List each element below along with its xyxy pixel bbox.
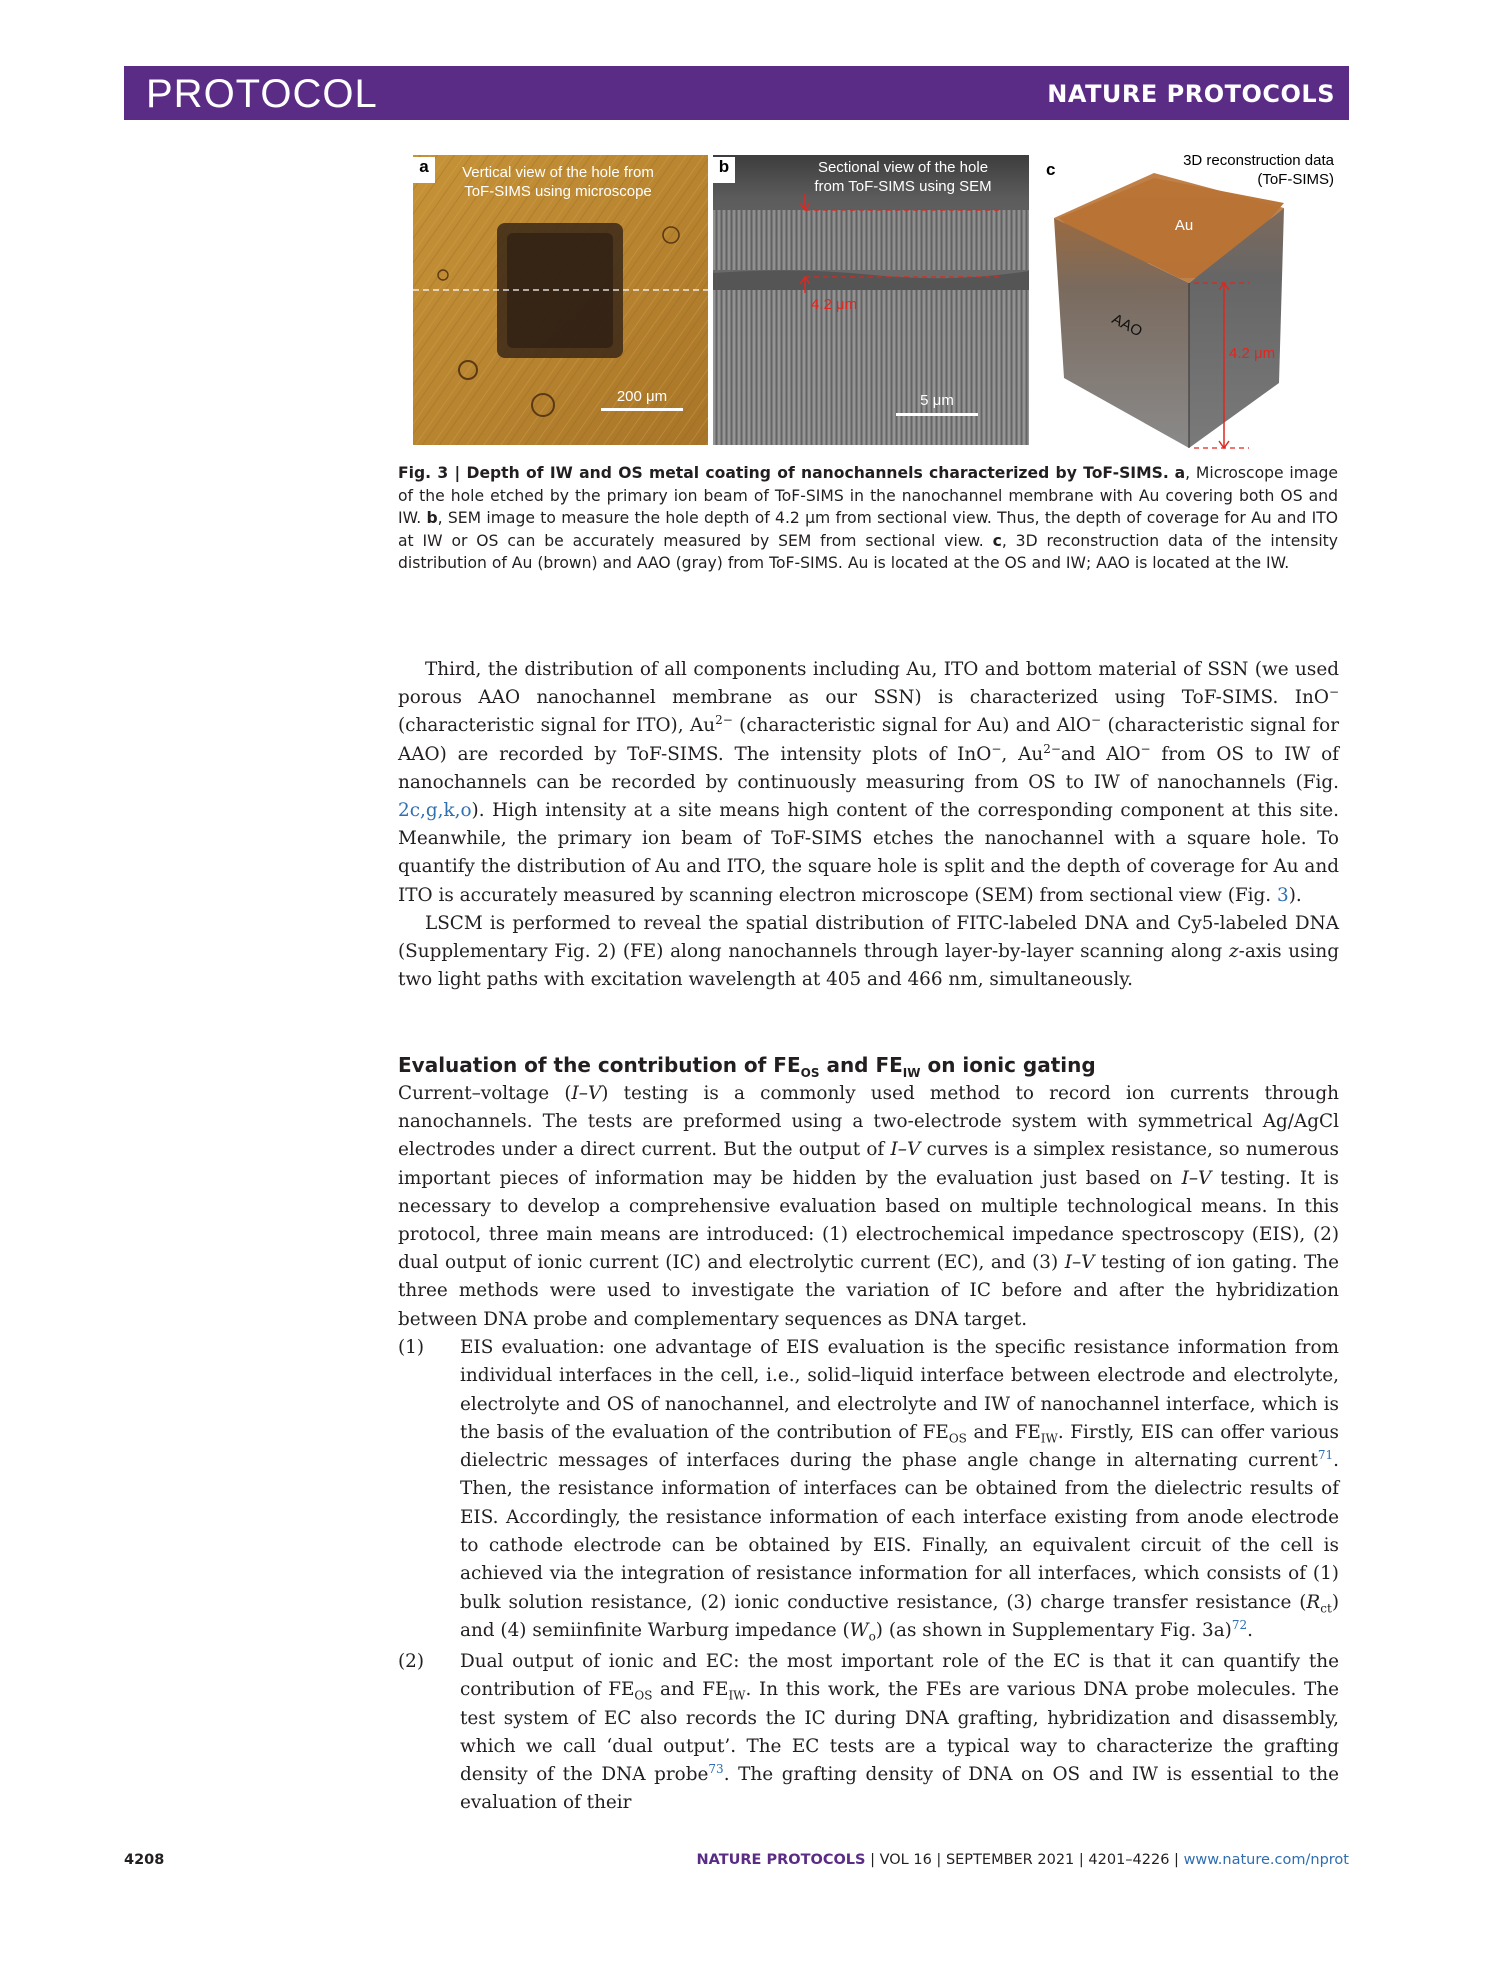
panel-a-scale-label: 200 μm [616,388,668,405]
panel-c-title-1: 3D reconstruction data [1183,152,1334,169]
caption-b-label: b [426,509,438,528]
panel-a-title-1: Vertical view of the hole from [462,164,654,181]
list-item-eis: (1) EIS evaluation: one advantage of EIS evaluation is the specific resistance information from individual interfaces in the cell, i.e., solid–liquid interface between electrode and electrolyte, electrolyte and OS of nanochannel, and electrolyte and IW of nanochannel interface, which is the basis of the evaluation of the contribution of $FE_{OS}$ and $FE_{IW}$. Firstly, EIS can offer various dielectric messages of interfaces during the phase angle change in alternating current$^{71}$. Then, the resistance information of interfaces can be obtained from the dielectric results of EIS. Accordingly, the resistance information of each interface existing from anode electrode to cathode electrode can be obtained by EIS. Finally, an equivalent circuit of the cell is achieved via the integration of resistance information for all interfaces, which consists of (1) bulk solution resistance, (2) ionic conductive resistance, (3) charge transfer resistance $(R_{ct})$ and (4) semiinfinite Warburg impedance $(W_o)$ (as shown in Supplementary Fig. 3a)$^{72}$. [398,1337,1339,1644]
caption-a-label: a [1174,464,1186,482]
paragraph-tof-sims: Third, the distribution of all components including Au, ITO and bottom material of SSN (we used porous AAO nanochannel membrane as our SSN) is characterized using ToF-SIMS. InO− (characteristic signal for ITO), $Au^{2-}$ (characteristic signal for Au) and AlO− (characteristic signal for AAO) are recorded by ToF-SIMS. The intensity plots of InO−, $Au^{2-}and$ AlO− from OS to IW of nanochannels can be recorded by continuously measuring from OS to IW of nanochannels (Fig. 2c,g,k,o). High intensity at a site means high content of the corresponding component at this site. Meanwhile, the primary ion beam of ToF-SIMS etches the nanochannel with a square hole. To quantify the distribution of Au and ITO, the square hole is split and the depth of coverage for Au and ITO is accurately measured by scanning electron microscope (SEM) from sectional view (Fig. 3). [398,659,1339,906]
panel-b-title-1: Sectional view of the hole [817,159,989,176]
figure-caption [398,462,1338,575]
fig2-link[interactable]: 2c,g,k,o [398,800,472,822]
body-text [398,656,1339,994]
section-intro: Current–voltage (I–V) testing is a commonly used method to record ion currents through nanochannels. The tests are preformed using a two-electrode system with symmetrical Ag/AgCl electrodes under a direct current. But the output of I–V curves is a simplex resistance, so numerous important pieces of information may be hidden by the evaluation just based on I–V testing. It is necessary to develop a comprehensive evaluation based on multiple technological means. In this protocol, three main means are introduced: (1) electrochemical impedance spectroscopy (EIS), (2) dual output of ionic current (IC) and electrolytic current (EC), and (3) I–V testing of ion gating. The three methods were used to investigate the variation of IC before and after the hybridization between DNA probe and complementary sequences as DNA target. [398,1083,1340,1330]
caption-title: Fig. 3 | Depth of IW and OS metal coating of nanochannels characterized by ToF-SIMS. [398,464,1169,482]
panel-c-aao-label: AAO [1109,310,1145,341]
ref-72-link[interactable]: 72 [1231,1617,1248,1632]
panel-b-title-2: from ToF-SIMS using SEM [814,178,992,195]
panel-a-title-2: ToF-SIMS using microscope [464,183,652,200]
paragraph-lscm: LSCM is performed to reveal the spatial distribution of FITC-labeled DNA and Cy5-labeled DNA (Supplementary Fig. 2) (FE) along nanochannels through layer-by-layer scanning along z-axis using two light paths with excitation wavelength at 405 and 466 nm, simultaneously. [398,912,1340,991]
panel-label-c: c [1046,160,1056,179]
panel-b-scale-label: 5 μm [920,392,954,409]
section-heading: Evaluation of the contribution of $FE_{OS}$ and $FE_{IW}$ on ionic gating [398,1053,1096,1080]
figure-panel-b [713,155,1029,445]
header-banner [124,66,1349,120]
caption-c-label: c [992,531,1002,550]
panel-c-au-label: Au [1174,217,1194,234]
caption-c-text: , 3D reconstruction data of the intensity distribution of Au (brown) and AAO (gray) from ToF-SIMS. Au is located at the OS and IW; AAO is located at the IW. [398,531,1338,573]
panel-label-a: a [413,157,435,183]
sem-image [713,155,1029,445]
list-item-dual-output: (2) Dual output of ionic and EC: the most important role of the EC is that it can quantify the contribution of $FE_{OS}$ and $FE_{IW}$. In this work, the FEs are various DNA probe molecules. The test system of EC also records the IC during DNA grafting, hybridization and disassembly, which we call ‘dual output’. The EC tests are a typical way to characterize the grafting density of the DNA probe$^{73}$. The grafting density of DNA on OS and IW is essential to the evaluation of their [398,1651,1339,1814]
fig3-link[interactable]: 3 [1277,884,1289,906]
caption-a-text: , Microscope image of the hole etched by the primary ion beam of ToF-SIMS in the nanochannel membrane with Au covering both OS and IW. [398,464,1339,528]
3d-reconstruction-cube [1034,148,1354,450]
panel-c-depth-label: 4.2 μm [1229,345,1276,362]
panel-label-b: b [713,157,735,183]
ref-73-link[interactable]: 73 [708,1762,724,1777]
figure-panel-c [1034,148,1354,450]
caption-b-text: , SEM image to measure the hole depth of 4.2 μm from sectional view. Thus, the depth of coverage for Au and ITO at IW or OS can be accurately measured by SEM from sectional view. [398,509,1338,550]
panel-c-title-2: (ToF-SIMS) [1257,171,1334,188]
journal-title: NATURE PROTOCOLS [1047,80,1335,108]
journal-url-link[interactable]: www.nature.com/nprot [1183,1852,1349,1868]
ref-71-link[interactable]: 71 [1317,1448,1334,1463]
section-title: PROTOCOL [146,72,378,116]
panel-b-depth-label: 4.2 μm [811,296,858,313]
figure-panel-a [413,155,708,445]
footer-citation: NATURE PROTOCOLS | VOL 16 | SEPTEMBER 2021 | 4201–4226 | www.nature.com/nprot [696,1852,1349,1868]
page-number: 4208 [124,1852,165,1868]
